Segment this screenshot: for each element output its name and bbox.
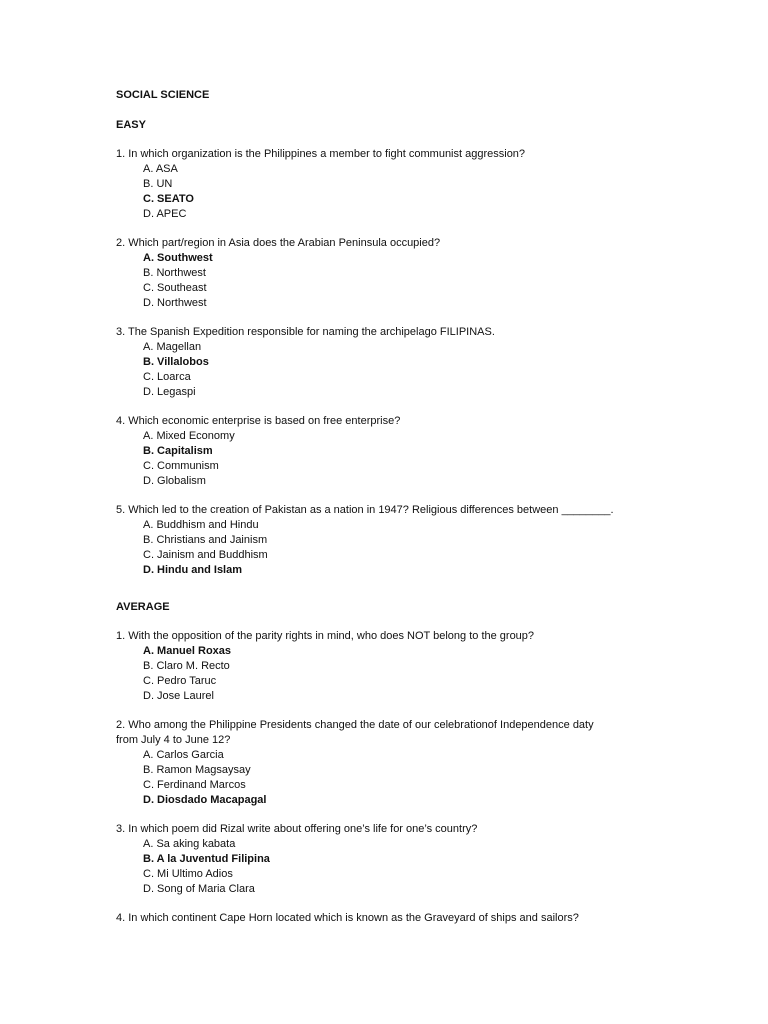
correct-answer-option: B. Villalobos: [143, 356, 209, 368]
answer-option: C. Mi Ultimo Adios: [143, 868, 233, 880]
sections-container: [116, 118, 736, 926]
option-list: [116, 837, 736, 897]
question-text: 2. Which part/region in Asia does the Arabian Peninsula occupied?: [116, 237, 441, 249]
question-item: [116, 147, 736, 222]
answer-option: B. Claro M. Recto: [143, 660, 230, 672]
answer-option: A. ASA: [143, 163, 178, 175]
answer-option: A. Buddhism and Hindu: [143, 519, 259, 531]
question-text: 3. In which poem did Rizal write about offering one’s life for one’s country?: [116, 823, 478, 835]
correct-answer-option: A. Southwest: [143, 252, 213, 264]
answer-option: C. Pedro Taruc: [143, 675, 217, 687]
section-average: [116, 600, 736, 926]
option-list: [116, 340, 736, 400]
option-list: [116, 518, 736, 578]
question-text: 3. The Spanish Expedition responsible for naming the archipelago FILIPINAS.: [116, 326, 495, 338]
question-item: [116, 911, 736, 926]
correct-answer-option: A. Manuel Roxas: [143, 645, 232, 657]
section-title: AVERAGE: [116, 601, 170, 613]
correct-answer-option: C. SEATO: [143, 193, 194, 205]
answer-option: C. Loarca: [143, 371, 191, 383]
answer-option: C. Ferdinand Marcos: [143, 779, 246, 791]
question-text: 1. In which organization is the Philippines a member to fight communist aggression?: [116, 148, 526, 160]
answer-option: A. Sa aking kabata: [143, 838, 236, 850]
answer-option: B. Christians and Jainism: [143, 534, 268, 546]
correct-answer-option: B. Capitalism: [143, 445, 213, 457]
answer-option: C. Communism: [143, 460, 219, 472]
correct-answer-option: D. Hindu and Islam: [143, 564, 243, 576]
question-item: [116, 718, 736, 808]
question-text: 1. With the opposition of the parity rights in mind, who does NOT belong to the group?: [116, 630, 535, 642]
question-text: 2. Who among the Philippine Presidents changed the date of our celebrationof Independence daty from July 4 to June 12?: [116, 719, 594, 746]
answer-option: A. Carlos Garcia: [143, 749, 224, 761]
option-list: [116, 429, 736, 489]
option-list: [116, 251, 736, 311]
section-title: EASY: [116, 119, 146, 131]
option-list: [116, 162, 736, 222]
answer-option: D. Song of Maria Clara: [143, 883, 255, 895]
answer-option: C. Southeast: [143, 282, 207, 294]
answer-option: D. APEC: [143, 208, 187, 220]
section-easy: [116, 118, 736, 578]
option-list: [116, 748, 736, 808]
question-item: [116, 414, 736, 489]
correct-answer-option: B. A la Juventud Filipina: [143, 853, 270, 865]
answer-option: D. Legaspi: [143, 386, 196, 398]
answer-option: D. Jose Laurel: [143, 690, 214, 702]
answer-option: B. Northwest: [143, 267, 206, 279]
correct-answer-option: D. Diosdado Macapagal: [143, 794, 267, 806]
question-item: [116, 503, 736, 578]
answer-option: A. Magellan: [143, 341, 202, 353]
answer-option: D. Globalism: [143, 475, 206, 487]
question-item: [116, 236, 736, 311]
answer-option: C. Jainism and Buddhism: [143, 549, 268, 561]
option-list: [116, 644, 736, 704]
answer-option: D. Northwest: [143, 297, 207, 309]
question-item: [116, 629, 736, 704]
question-text: 4. Which economic enterprise is based on free enterprise?: [116, 415, 401, 427]
document-content: [116, 88, 736, 940]
question-item: [116, 822, 736, 897]
question-text: 5. Which led to the creation of Pakistan as a nation in 1947? Religious differences between ________.: [116, 504, 614, 516]
document-title: SOCIAL SCIENCE: [116, 89, 210, 101]
answer-option: A. Mixed Economy: [143, 430, 235, 442]
answer-option: B. UN: [143, 178, 173, 190]
answer-option: B. Ramon Magsaysay: [143, 764, 251, 776]
question-text: 4. In which continent Cape Horn located which is known as the Graveyard of ships and sailors?: [116, 912, 579, 924]
question-item: [116, 325, 736, 400]
